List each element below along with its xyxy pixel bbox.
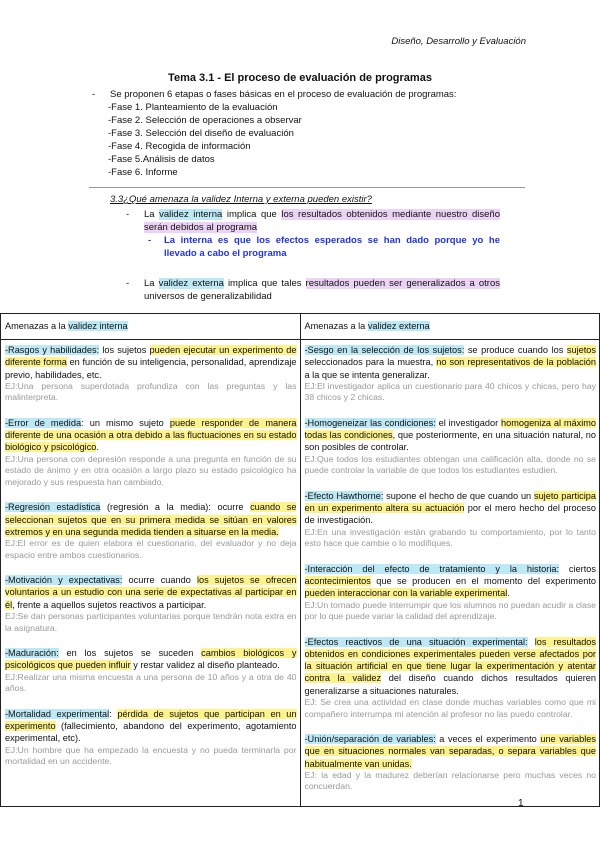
threat-entry <box>5 344 297 404</box>
highlighted-text: acontecimientos <box>304 575 371 586</box>
highlighted-text: -Sesgo en la selección de los sujetos: <box>304 345 465 355</box>
threat-definition <box>5 344 297 381</box>
highlighted-text: pérdida de sujetos que participan en un experimento <box>5 708 297 731</box>
highlighted-text: -Motivación y expectativas: <box>5 575 123 586</box>
threat-entry <box>5 417 297 488</box>
text-run: . <box>507 588 510 599</box>
highlighted-text: validez externa <box>367 321 430 332</box>
threat-definition <box>5 574 297 611</box>
highlighted-text: pueden interaccionar con la variable experimental <box>304 588 508 599</box>
threat-definition <box>5 417 297 454</box>
intro-list <box>92 88 456 179</box>
point-internal <box>126 208 500 234</box>
text-run: y restar validez al diseño planteado. <box>130 660 280 671</box>
bullet: - <box>126 209 130 220</box>
phase-item: -Fase 2. Selección de operaciones a observar <box>108 115 302 126</box>
text-run: universos de generalizabilidad <box>144 291 272 302</box>
threat-entry <box>305 733 597 793</box>
threat-example: EJ:Un tornado puede interrumpir que los alumnos no puedan acudir a clase por lo que puede variar la calidad del aprendizaje. <box>304 599 596 622</box>
threat-definition <box>305 490 597 527</box>
highlighted-text: validez interna <box>68 321 128 332</box>
bullet: - <box>148 235 152 246</box>
text-run: ocurre cuando <box>122 575 197 586</box>
threat-example: EJ:El investigador aplica un cuestionario para 40 chicos y chicas, pero hay 38 chicos y 2 chicas. <box>304 380 596 403</box>
text-run: a veces el experimento <box>435 734 541 745</box>
highlighted-text: -Error de medida <box>5 417 82 428</box>
text-run: se produce cuando los <box>464 345 567 355</box>
page-title: Tema 3.1 - El proceso de evaluación de programas <box>168 72 432 84</box>
threat-entry <box>5 647 297 695</box>
text-run: Amenazas a la <box>5 321 69 332</box>
threat-example: EJ:Un hombre que ha empezado la encuesta y no pueda terminarla por mortalidad en un accidente. <box>5 744 297 767</box>
text-run: supone el hecho de que cuando un <box>383 490 534 501</box>
threat-entry <box>5 708 297 768</box>
threat-definition <box>5 647 297 672</box>
text-run: La <box>144 209 160 220</box>
validity-points <box>126 208 500 303</box>
highlighted-text: -Homogeneizar las condiciones: <box>304 417 436 428</box>
text-run: por el mero hecho del proceso de investigación. <box>304 503 597 526</box>
text-run: que se producen en el momento del experimento <box>370 575 596 586</box>
highlighted-text: puede responder de manera diferente de una ocasión a otra debido a las fluctuaciones en su estado biológico y psicológico <box>5 417 297 453</box>
text-run: La <box>144 278 159 289</box>
phase-item: -Fase 3. Selección del diseño de evaluación <box>108 128 294 139</box>
highlighted-text: resultados pueden ser generalizados a otros <box>305 278 500 289</box>
highlighted-text: -Rasgos y habilidades: <box>5 345 100 355</box>
threat-entry <box>305 563 597 623</box>
internal-threats-column <box>1 340 301 807</box>
highlighted-text: -Regresión estadística <box>5 502 101 513</box>
highlighted-text: -Interacción del efecto de tratamiento y la historia: <box>304 563 560 574</box>
threat-entry <box>305 344 597 404</box>
bullet: - <box>126 278 130 289</box>
highlighted-text: sujetos <box>566 345 596 355</box>
threat-entry <box>5 574 297 634</box>
highlighted-text: -Unión/separación de variables: <box>304 734 436 745</box>
highlighted-text: cuando se seleccionan sujetos que en su primera medida se sitúan en valores extremos y en una segunda medida tienden a situarse en la media. <box>5 502 297 537</box>
highlighted-text: los resultados obtenidos mediante nuestro diseño serán debidos al programa <box>144 209 500 233</box>
threat-definition <box>305 733 597 770</box>
sub-point-text: La interna es que los efectos esperados se han dado porque yo he llevado a cabo el programa <box>164 235 500 259</box>
threat-example: EJ:Una persona con depresión responde a una pregunta en función de su estado de ánimo y en otra ocasión a largo plazo su estado psicológico ha mejorado y sus respuesta han cambiado. <box>5 453 297 487</box>
highlighted-text: pueden ejecutar un experimento de diferente forma <box>5 345 297 368</box>
point-text <box>144 278 500 302</box>
divider <box>89 187 525 188</box>
text-run: en los sujetos se suceden <box>58 648 202 659</box>
highlighted-text: los resultados obtenidos en condiciones experimentales pueden verse afectados por la situación artificial en que tiene lugar la experimentación y atentar contra la validez <box>304 636 597 684</box>
text-run: (regresión a la media): ocurre <box>100 502 251 513</box>
text-run: (fallecimiento, abandono del experimento, agotamiento experimental, etc). <box>5 720 297 744</box>
highlighted-text: une variables que en situaciones normales van separadas, o separa variables que habitualmente van unidas. <box>304 734 596 769</box>
highlighted-text: -Mortalidad experimental <box>5 708 110 719</box>
highlighted-text: los sujetos se ofrecen voluntarios a un estudio con una serie de expectativas al participar en él <box>5 575 297 610</box>
highlighted-text: validez interna <box>159 209 223 220</box>
threat-example: EJ:Que todos los estudiantes obtengan una calificación alta, donde no se puede controlar la variable de que todos los estudiantes estudien. <box>304 453 596 476</box>
text-run: el investigador <box>435 417 501 428</box>
bullet: - <box>92 89 96 100</box>
highlighted-text: validez externa <box>158 278 224 289</box>
text-run: seleccionados para la muestra, <box>304 357 437 368</box>
running-header: Diseño, Desarrollo y Evaluación <box>391 36 526 47</box>
point-text <box>144 209 500 233</box>
highlighted-text: cambios biológicos y psicológicos que pueden influir <box>5 648 297 671</box>
text-run: implica que tales <box>223 278 306 289</box>
text-run: ciertos <box>559 563 596 574</box>
text-run: del diseño cuando dichos resultados quieren generalizarse a situaciones naturales. <box>304 673 597 696</box>
text-run: implica que <box>222 209 282 220</box>
point-external <box>126 277 500 303</box>
threat-example: EJ:El error es de quien elabora el cuestionario, del evaluador y no deja espacio entre ambos cuestionarios. <box>5 538 297 560</box>
page-number: 1 <box>518 798 524 809</box>
intro-text: Se proponen 6 etapas o fases básicas en el proceso de evaluación de programas: <box>110 89 457 100</box>
threat-example: EJ: la edad y la madurez deberían relacionarse pero muchas veces no concuerdan. <box>304 769 596 792</box>
threat-definition <box>305 417 597 454</box>
threat-entry <box>5 501 297 561</box>
text-run: : <box>109 708 118 719</box>
text-run: a la que se intenta generalizar. <box>304 369 430 380</box>
header-external <box>300 314 600 340</box>
threat-definition <box>5 501 297 538</box>
phase-item: -Fase 5.Análisis de datos <box>108 154 215 165</box>
threat-entry <box>305 417 597 477</box>
threat-entry <box>305 636 597 720</box>
highlighted-text: -Efecto Hawthorne: <box>304 490 384 501</box>
highlighted-text: no son representativos de la población <box>436 357 596 368</box>
text-run: en función de su inteligencia, personalidad, aprendizaje previo, habilidades, etc. <box>5 357 297 380</box>
phase-item: -Fase 4. Recogida de información <box>108 141 251 152</box>
threats-table <box>0 313 600 807</box>
sub-point <box>126 234 500 260</box>
highlighted-text: sujeto participa en un experimento altera su actuación <box>304 490 597 514</box>
threat-example: EJ:Se dan personas participantes voluntarias porque tendrán nota extra en la asignatura. <box>5 611 297 633</box>
highlighted-text: -Efectos reactivos de una situación experimental: <box>304 636 528 647</box>
text-run: , frente a aquellos sujetos reactivos a participar. <box>12 599 207 610</box>
phase-item: -Fase 1. Planteamiento de la evaluación <box>108 102 278 113</box>
threat-example: EJ:Una persona superdotada profundiza con las preguntas y las malinterpreta. <box>5 380 297 403</box>
threat-definition <box>305 344 597 381</box>
text-run: , que posteriormente, en una situación natural, no son posibles de controlar. <box>304 430 596 453</box>
threat-example: EJ:Realizar una misma encuesta a una persona de 10 años y a otra de 40 años. <box>5 671 297 694</box>
highlighted-text: homogeniza al máximo todas las condiciones <box>304 417 597 441</box>
text-run: Amenazas a la <box>304 321 368 332</box>
text-run: los sujetos <box>99 345 150 355</box>
highlighted-text: -Maduración: <box>5 648 59 659</box>
text-run: . <box>96 442 99 453</box>
threat-entry <box>305 490 597 550</box>
threat-definition <box>305 563 597 600</box>
phase-item: -Fase 6. Informe <box>108 167 178 178</box>
external-threats-column <box>300 340 600 807</box>
threat-definition <box>5 708 297 745</box>
threat-example: EJ: Se crea una actividad en clase donde muchas variables como que mi compañero interrumpa mi atención al profesor no las puedo controlar. <box>304 697 596 719</box>
threat-example: EJ:En una investigación están grabando tu comportamiento, por lo tanto esto hace que cambie o lo modifiques. <box>304 526 596 549</box>
threat-definition <box>305 636 597 697</box>
section-heading: 3.3¿Qué amenaza la validez Interna y externa pueden existir? <box>110 194 372 205</box>
text-run: : un mismo sujeto <box>81 417 170 428</box>
text-run <box>528 637 535 647</box>
header-internal <box>1 314 301 340</box>
